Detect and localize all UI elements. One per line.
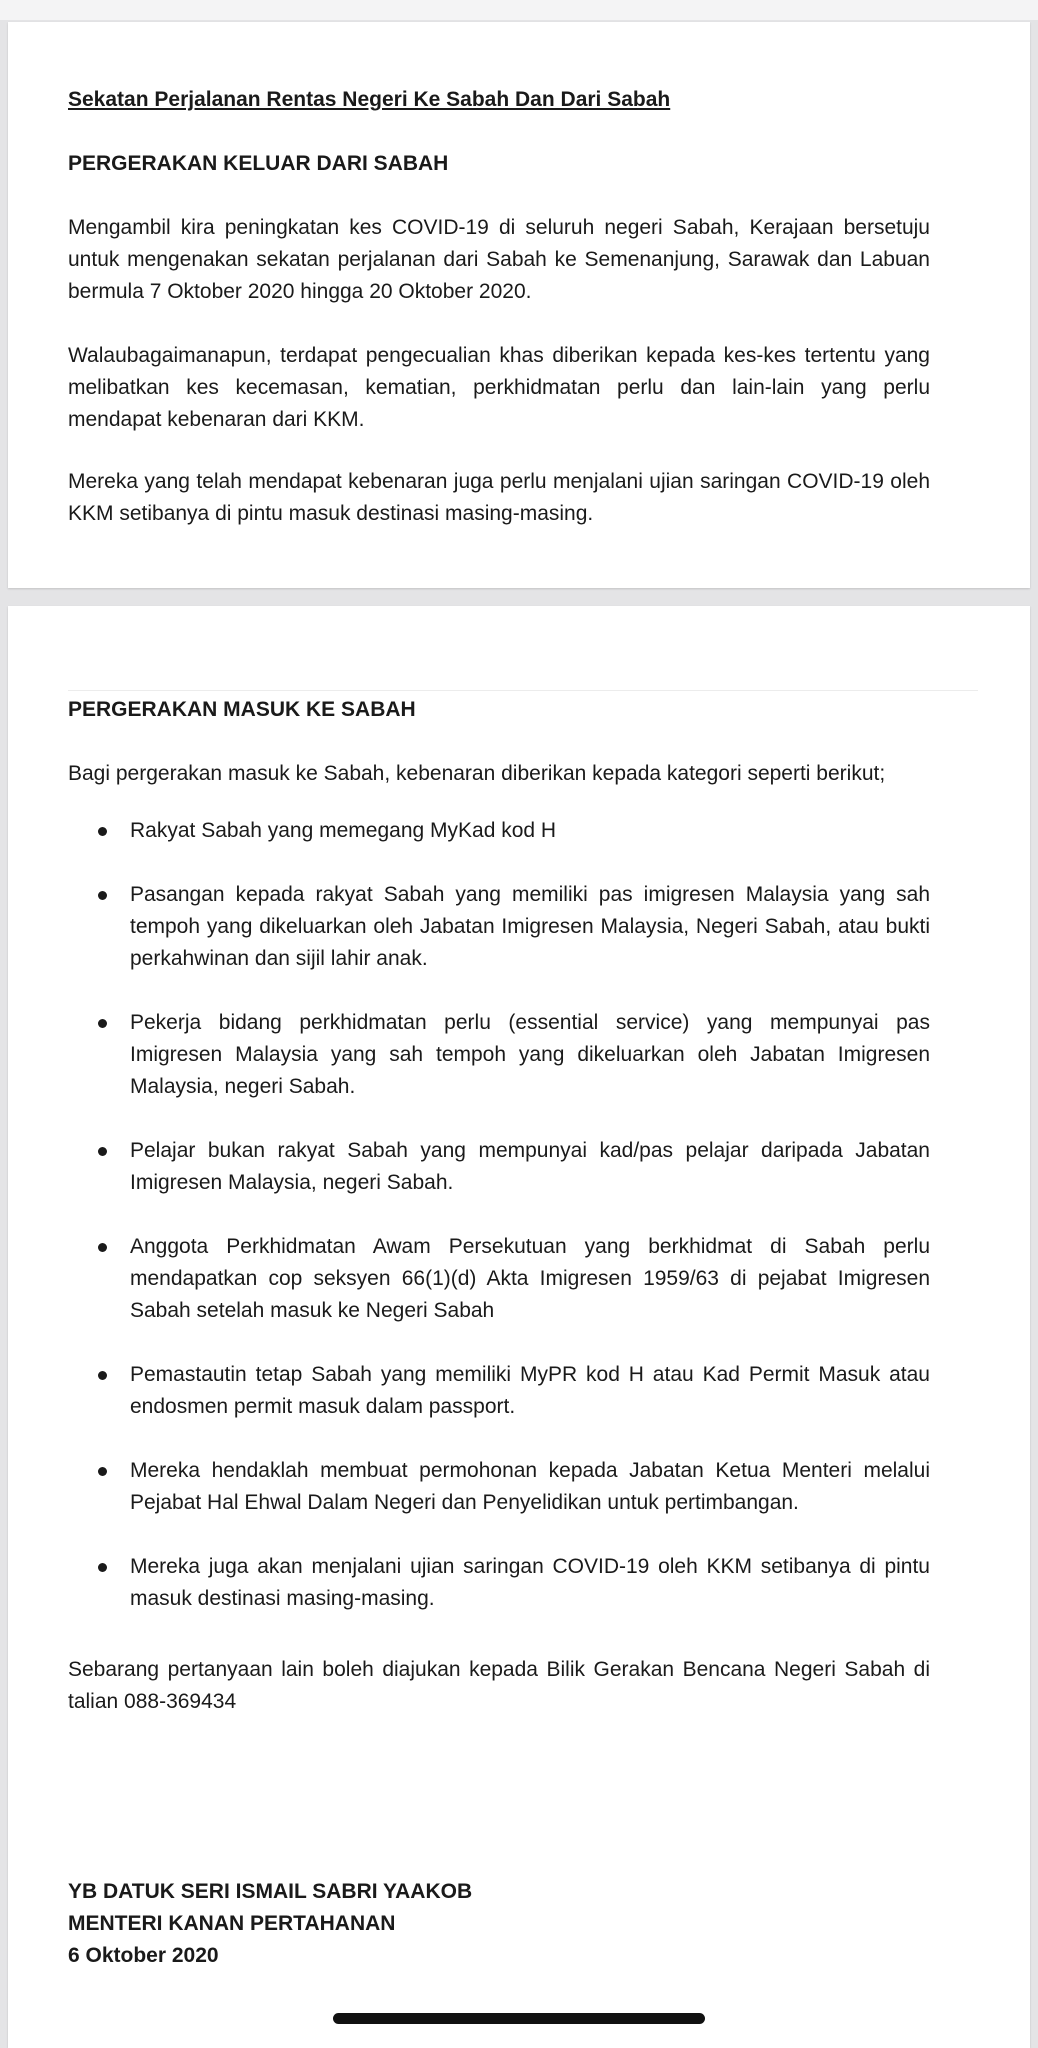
document-page-1: [8, 22, 1030, 588]
list-item-text: Pekerja bidang perkhidmatan perlu (essential service) yang mempunyai pas Imigresen Malaysia yang sah tempoh yang dikeluarkan oleh Jabatan Imigresen Malaysia, negeri Sabah.: [130, 1011, 930, 1098]
list-item: [68, 1007, 930, 1103]
closing-paragraph: Sebarang pertanyaan lain boleh diajukan kepada Bilik Gerakan Bencana Negeri Sabah di talian 088-369434: [68, 1658, 930, 1713]
document-title: Sekatan Perjalanan Rentas Negeri Ke Sabah Dan Dari Sabah: [68, 88, 671, 111]
signatory-name: YB DATUK SERI ISMAIL SABRI YAAKOB: [68, 1880, 473, 1903]
list-item-text: Rakyat Sabah yang memegang MyKad kod H: [130, 819, 557, 842]
document-date: 6 Oktober 2020: [68, 1944, 219, 1967]
list-item: [68, 1231, 930, 1327]
bullet-icon: [98, 1243, 107, 1252]
list-item-text: Pemastautin tetap Sabah yang memiliki MyPR kod H atau Kad Permit Masuk atau endosmen permit masuk dalam passport.: [130, 1363, 930, 1418]
bullet-icon: [98, 827, 107, 836]
paragraph-3: Mereka yang telah mendapat kebenaran juga perlu menjalani ujian saringan COVID-19 oleh KKM setibanya di pintu masuk destinasi masing-masing.: [68, 470, 930, 525]
section-heading-keluar: PERGERAKAN KELUAR DARI SABAH: [68, 152, 449, 175]
bullet-icon: [98, 1467, 107, 1476]
document-page-2: [8, 606, 1030, 2048]
list-item: [68, 1135, 930, 1199]
bullet-icon: [98, 1563, 107, 1572]
list-item: [68, 815, 930, 847]
bullet-icon: [98, 891, 107, 900]
top-status-strip: [0, 0, 1038, 20]
paragraph-2: Walaubagaimanapun, terdapat pengecualian khas diberikan kepada kes-kes tertentu yang melibatkan kes kecemasan, kematian, perkhidmatan perlu dan lain-lain yang perlu mendapat kebenaran dari KKM.: [68, 344, 930, 431]
list-item-text: Pasangan kepada rakyat Sabah yang memiliki pas imigresen Malaysia yang sah tempoh yang dikeluarkan oleh Jabatan Imigresen Malaysia, Negeri Sabah, atau bukti perkahwinan dan sijil lahir anak.: [130, 883, 930, 970]
bullet-icon: [98, 1147, 107, 1156]
signatory-position: MENTERI KANAN PERTAHANAN: [68, 1912, 396, 1935]
bullet-icon: [98, 1371, 107, 1380]
list-item: [68, 1359, 930, 1423]
list-item-text: Anggota Perkhidmatan Awam Persekutuan yang berkhidmat di Sabah perlu mendapatkan cop seksyen 66(1)(d) Akta Imigresen 1959/63 di pejabat Imigresen Sabah setelah masuk ke Negeri Sabah: [130, 1235, 930, 1322]
list-item: [68, 1551, 930, 1615]
list-item-text: Mereka hendaklah membuat permohonan kepada Jabatan Ketua Menteri melalui Pejabat Hal Ehwal Dalam Negeri dan Penyelidikan untuk pertimbangan.: [130, 1459, 930, 1514]
signature-block: [68, 1876, 472, 1972]
home-indicator[interactable]: [333, 2013, 705, 2024]
bullet-icon: [98, 1019, 107, 1028]
list-item-text: Pelajar bukan rakyat Sabah yang mempunyai kad/pas pelajar daripada Jabatan Imigresen Malaysia, negeri Sabah.: [130, 1139, 930, 1194]
list-item: [68, 879, 930, 975]
section-heading-masuk: PERGERAKAN MASUK KE SABAH: [68, 698, 416, 721]
list-item-text: Mereka juga akan menjalani ujian saringan COVID-19 oleh KKM setibanya di pintu masuk destinasi masing-masing.: [130, 1555, 930, 1610]
divider: [68, 690, 978, 691]
list-item: [68, 1455, 930, 1519]
category-list: [68, 815, 930, 1647]
intro-paragraph: Bagi pergerakan masuk ke Sabah, kebenaran diberikan kepada kategori seperti berikut;: [68, 762, 886, 785]
paragraph-1: Mengambil kira peningkatan kes COVID-19 di seluruh negeri Sabah, Kerajaan bersetuju untuk mengenakan sekatan perjalanan dari Sabah ke Semenanjung, Sarawak dan Labuan bermula 7 Oktober 2020 hingga 20 Oktober 2020.: [68, 216, 930, 303]
